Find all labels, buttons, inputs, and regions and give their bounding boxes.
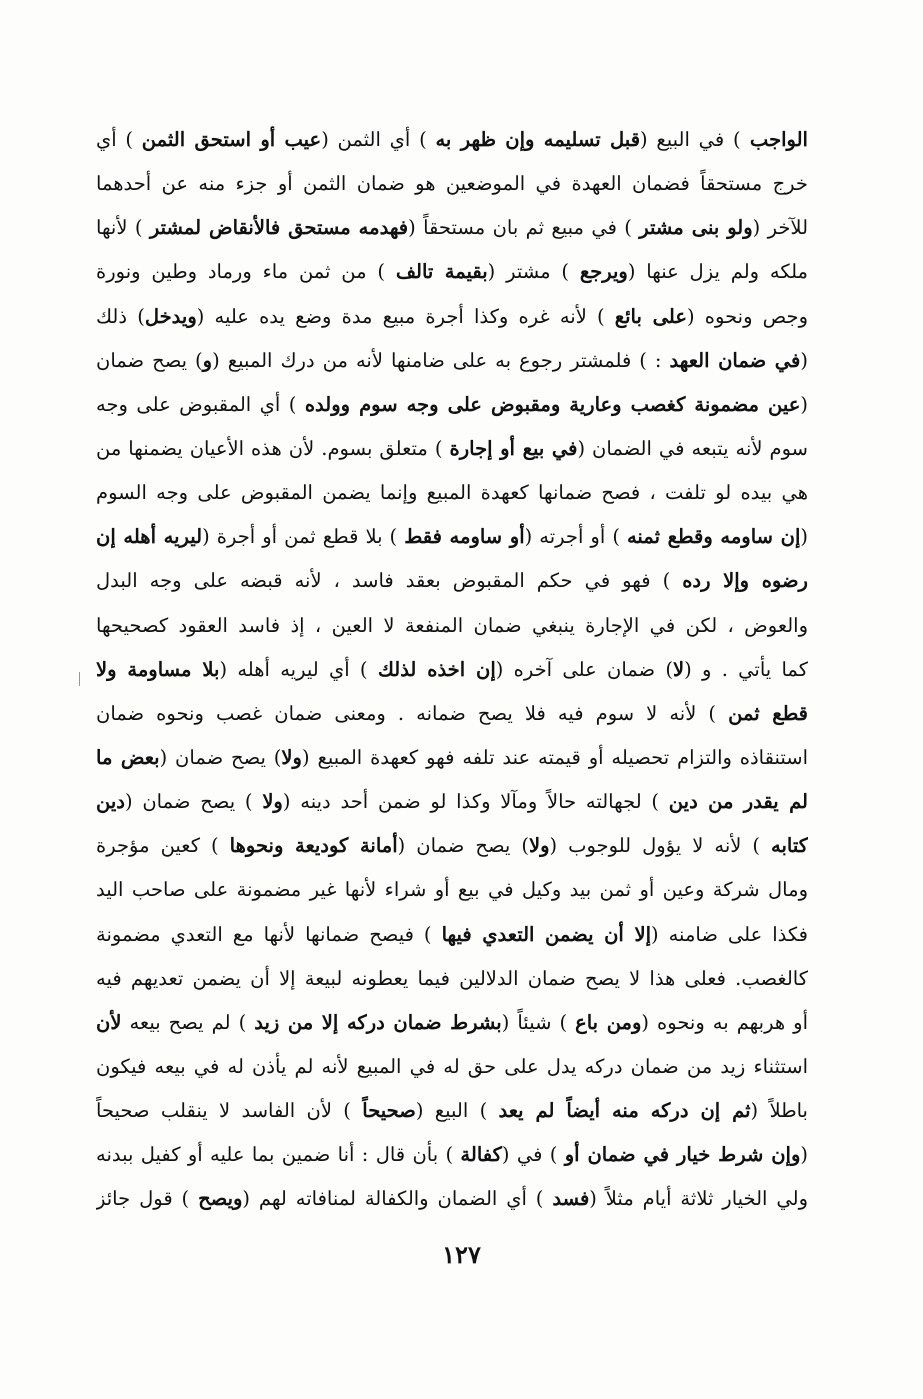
matn-text: لأن — [96, 1010, 122, 1034]
sharh-text: ( — [800, 348, 808, 372]
sharh-text: ) أي ليريه أهله ( — [219, 657, 378, 681]
sharh-text: استنقاذه والتزام تحصيله أو قيمته عند تلفه فهو كعهدة المبيع ( — [301, 745, 808, 769]
matn-text: إن اخذه لذلك — [377, 657, 496, 681]
sharh-text: ) في البيع ( — [640, 128, 741, 151]
sharh-text: والعوض ، لكن في الإجارة ينبغي ضمان المنفعة لا العين ، إذ فاسد العقود كصحيحها — [96, 613, 808, 637]
sharh-text: ) شيئاً ( — [501, 1010, 576, 1034]
sharh-text: ومال شركة وعين أو ثمن بيد وكيل في بيع أو شراء لأنها غير مضمونة على صاحب اليد — [96, 878, 808, 902]
sharh-text: ) فهو في حكم المقبوض بعقد فاسد ، لأنه قبضه على وجه البدل — [96, 569, 683, 593]
sharh-text: ( — [800, 1143, 808, 1167]
sharh-text: ) مشتر ( — [487, 260, 580, 284]
matn-text: أمانة كوديعة ونحوها — [229, 834, 398, 858]
text-line — [96, 427, 808, 471]
sharh-text: ) بأن قال : أنا ضمين بما عليه أو كفيل ببدنه — [96, 1143, 461, 1167]
sharh-text: ) قول جائز — [96, 1187, 199, 1211]
margin-mark — [79, 672, 80, 686]
sharh-text: فكذا على ضامنه ( — [650, 922, 808, 946]
body-text — [96, 118, 808, 1222]
sharh-text: ) أي — [96, 128, 142, 151]
sharh-text: استثناء زيد من ضمان دركه يدل على حق له في المبيع لأنه لم يأذن له في بيعه فيكون — [96, 1054, 808, 1078]
matn-text: ولا — [281, 745, 302, 769]
sharh-text: أو هربهم به ونحوه ( — [641, 1010, 808, 1034]
sharh-text: ) يصح ضمان ( — [159, 745, 282, 769]
sharh-text: هي بيده لو تلفت ، فصح ضمانها كعهدة المبيع وإنما يضمن المقبوض على وجه السوم — [96, 481, 808, 505]
matn-text: فهدمه مستحق فالأنقاض لمشتر — [149, 216, 409, 240]
text-line — [96, 780, 808, 824]
matn-text: لا — [672, 657, 685, 681]
sharh-text: ) كعين مؤجرة — [96, 834, 230, 858]
matn-text: وإن شرط خيار في ضمان أو — [564, 1143, 801, 1167]
text-line — [96, 515, 808, 559]
sharh-text: ) أو أجرته ( — [524, 525, 627, 549]
text-line — [96, 1177, 808, 1221]
matn-text: بعض ما — [96, 745, 160, 769]
sharh-text: ملكه ولم يزل عنها ( — [627, 260, 808, 284]
matn-text: ولا — [528, 834, 550, 858]
sharh-text: ) لأنها — [96, 216, 150, 240]
text-line — [96, 118, 808, 162]
matn-text: على بائع — [614, 304, 688, 328]
text-line — [96, 295, 808, 339]
matn-text: كتابه — [771, 834, 808, 858]
sharh-text: ) يصح ضمان ( — [124, 790, 263, 814]
sharh-text: ) أي المقبوض على وجه — [96, 392, 305, 416]
matn-text: ويصح — [198, 1187, 243, 1211]
sharh-text: سوم لأنه يتبعه في الضمان ( — [577, 436, 808, 460]
matn-text: ويدخل — [144, 304, 197, 328]
sharh-text: ) متعلق بسوم. لأن هذه الأعيان يضمنها من — [96, 436, 450, 460]
sharh-text: ) في مبيع ثم بان مستحقاً ( — [408, 216, 640, 240]
matn-text: في بيع أو إجارة — [449, 436, 578, 460]
text-line — [96, 736, 808, 780]
sharh-text: ) لم يصح بيعه — [121, 1010, 255, 1034]
sharh-text: : ) فلمشتر رجوع به على ضامنها لأنه من درك المبيع ( — [212, 348, 670, 372]
sharh-text: ) لأنه لا سوم فيه فلا يصح ضمانه . ومعنى ضمان غصب ونحوه ضمان — [96, 701, 729, 725]
sharh-text: ) لأن الفاسد لا ينقلب صحيحاً — [96, 1099, 363, 1123]
sharh-text: ) من ثمن ماء ورماد وطين ونورة — [96, 260, 396, 284]
matn-text: ليريه أهله إن — [96, 525, 203, 549]
sharh-text: ) بلا قطع ثمن أو أجرة ( — [202, 525, 405, 549]
matn-text: الواجب — [740, 128, 808, 151]
text-line — [96, 383, 808, 427]
matn-text: صحيحاً — [362, 1099, 416, 1123]
matn-text: و — [202, 348, 213, 372]
matn-text: رضوه وإلا رده — [682, 569, 808, 593]
text-line — [96, 1089, 808, 1133]
sharh-text: ( — [800, 392, 808, 416]
matn-text: عين مضمونة كغصب وعارية ومقبوض على وجه سوم وولده — [304, 392, 801, 416]
text-line — [96, 1133, 808, 1177]
matn-text: ويرجع — [579, 260, 628, 284]
sharh-text: كالغصب. فعلى هذا لا يصح ضمان الدلالين فيما يعطونه لبيعة إلا أن يضمن تعديهم فيه — [96, 966, 808, 990]
sharh-text: ) لأنه غره وكذا أجرة مبيع مدة وضع يده عليه ( — [196, 304, 615, 328]
matn-text: إلا أن يضمن التعدي فيها — [441, 922, 651, 946]
text-line — [96, 824, 808, 868]
matn-text: بشرط ضمان دركه إلا من زيد — [254, 1010, 502, 1034]
matn-text: عيب أو استحق الثمن — [141, 128, 322, 151]
matn-text: كفالة — [460, 1143, 502, 1167]
matn-text: دين — [96, 790, 125, 814]
sharh-text: خرج مستحقاً فضمان العهدة في الموضعين هو ضمان الثمن أو جزء منه عن أحدهما — [96, 172, 808, 196]
sharh-text: ) في ( — [501, 1143, 565, 1167]
matn-text: ولا — [262, 790, 283, 814]
matn-text: إن ساومه وقطع ثمنه — [626, 525, 801, 549]
text-line — [96, 692, 808, 736]
sharh-text: ) أي الضمان والكفالة لمنافاته لهم ( — [242, 1187, 553, 1211]
sharh-text: ) أي الثمن ( — [321, 128, 436, 151]
sharh-text: ) لأنه لا يؤول للوجوب ( — [549, 834, 772, 858]
text-line — [96, 250, 808, 294]
sharh-text: ) يصح ضمان — [96, 348, 203, 372]
sharh-text: ( — [800, 525, 808, 549]
text-line — [96, 559, 808, 603]
matn-text: ولو بنى مشتر — [639, 216, 753, 240]
sharh-text: ) ذلك — [96, 304, 145, 328]
page-number: ١٢٧ — [442, 1240, 481, 1269]
matn-text: بقيمة تالف — [395, 260, 488, 284]
matn-text: قبل تسليمه وإن ظهر به — [435, 128, 641, 151]
sharh-text: ) البيع ( — [415, 1099, 499, 1123]
text-line — [96, 471, 808, 515]
text-line — [96, 206, 808, 250]
matn-text: أو ساومه فقط — [404, 525, 525, 549]
sharh-text: ) ضمان على آخره ( — [495, 657, 673, 681]
text-line — [96, 604, 808, 648]
sharh-text: ولي الخيار ثلاثة أيام مثلاً ( — [589, 1187, 808, 1211]
sharh-text: للآخر ( — [752, 216, 808, 240]
matn-text: لم يقدر من دين — [668, 790, 808, 814]
matn-text: قطع ثمن — [728, 701, 808, 725]
text-line — [96, 648, 808, 692]
sharh-text: وجص ونحوه ( — [687, 304, 808, 328]
text-line — [96, 957, 808, 1001]
sharh-text: ) فيصح ضمانها لأنها مع التعدي مضمونة — [96, 922, 442, 946]
text-line — [96, 1001, 808, 1045]
matn-text: في ضمان العهد — [669, 348, 801, 372]
matn-text: ثم إن دركه منه أيضاً لم يعد — [498, 1099, 751, 1123]
sharh-text: باطلاً ( — [750, 1099, 808, 1123]
matn-text: فسد — [552, 1187, 590, 1211]
text-line — [96, 339, 808, 383]
matn-text: بلا مساومة ولا — [96, 657, 220, 681]
sharh-text: ) لجهالته حالاً ومآلا وكذا لو ضمن أحد دينه ( — [282, 790, 669, 814]
text-line — [96, 1045, 808, 1089]
sharh-text: ) يصح ضمان ( — [397, 834, 529, 858]
text-line — [96, 913, 808, 957]
text-line — [96, 868, 808, 912]
matn-text: ومن باع — [575, 1010, 642, 1034]
text-line — [96, 162, 808, 206]
sharh-text: كما يأتي . و ( — [684, 657, 808, 681]
